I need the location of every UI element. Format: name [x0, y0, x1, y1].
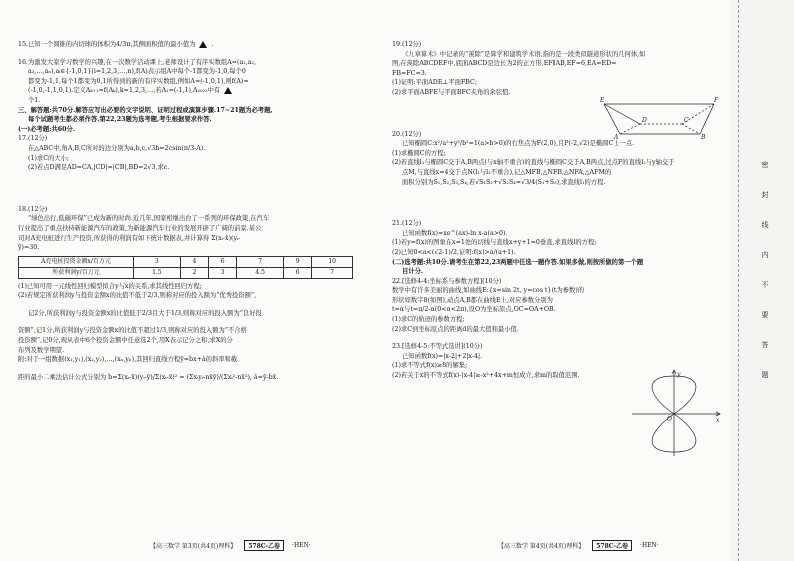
question-18-stem-4: ȳ)=30. — [18, 244, 40, 252]
section-3-header-2: 每个试题考生都必须作答.第22,23题为选考题,考生根据要求作答. — [28, 116, 212, 124]
table-row-label: 所获利润y/百万元 — [19, 267, 134, 278]
fig19-label-A: A — [614, 134, 619, 140]
question-22-part1: (1)求C的轨迹的参数方程; — [392, 316, 465, 324]
left-column — [18, 40, 373, 382]
question-21-title: 21.(12分) — [392, 220, 422, 228]
table-cell: 7 — [237, 256, 284, 267]
question-18-note-1: 附:对于一组数据(x₁,y₁),(x₂,y₂),…,(xₙ,yₙ),其回归直线方程ŷ=b̂x+â的斜率和截 — [18, 356, 238, 364]
fig22-label-y: y — [677, 371, 681, 378]
fig22-label-O: O — [667, 416, 672, 423]
question-17-stem: 在△ABC中,角A,B,C所对的边分别为a,b,c,√3b=2csin(π/3-A). — [28, 144, 206, 152]
question-21-part2: (2)已知0<a<(√2-1)/2,证明:f(x)>a/(a+1). — [392, 248, 516, 256]
question-20-title: 20.(12分) — [392, 130, 422, 138]
question-18-part2-5: 布列及数学期望. — [18, 346, 65, 354]
fig19-label-D: D — [642, 117, 647, 124]
question-23-stem: 已知函数f(x)=|x-2|+2|x-4|. — [402, 352, 483, 360]
question-16-line1: 16.为激发大家学习数学的兴趣,在一次数学活动课上,老师设计了有序实数组A=(a₁,a₂, — [18, 58, 257, 66]
question-22-stem-1: 数学中有许多美丽的曲线,如曲线E:{x=sin 2t, y=cos t}(t为参数)的 — [392, 287, 585, 295]
sealing-word: 封 — [761, 191, 769, 199]
sealing-word: 题 — [761, 371, 769, 379]
table-cell: 3 — [134, 256, 181, 267]
table-cell: 6 — [284, 267, 312, 278]
table-cell: 9 — [284, 256, 312, 267]
question-18-note-2: 距的最小二乘法估计公式分别为 b̂=Σ(xᵢ-x̄)(yᵢ-ȳ)/Σ(xᵢ-x̄)² = (Σxᵢyᵢ-nx̄ȳ)/(Σxᵢ²-nx̄²), â=ȳ-b̂x̄. — [18, 373, 279, 381]
question-17-part2: (2)若点D满足AD=CA,|CD|=|CB|,BD=2√3,求c. — [28, 164, 170, 172]
question-16-line2: a₃,…,aₙ),aᵢ∈{-1,0,1}(i=1,2,3,…,n),f(A)表示组A中每个-1都变为-1,0,每个0 — [28, 68, 246, 76]
question-19-stem-2: 图,在羡除ABCDEF中,底面ABCD是边长为2的正方形,EF∥AB,EF=6,EA=ED= — [392, 60, 617, 68]
question-18-part2-4: 投资额”,记0分,现从表中6个投资金额中任意选2个,用X表示记分之和,求X的分 — [18, 337, 233, 345]
question-20-stem: 已知椭圆C:x²/a²+y²/b²=1(a>b>0)的右焦点为F(2,0),且P(-2,√2)是椭圆C上一点. — [402, 140, 635, 148]
section-2-header-2: 目计分. — [402, 268, 424, 276]
fig19-label-B: B — [701, 134, 706, 140]
sealing-strip — [730, 0, 794, 561]
table-cell: 6 — [209, 256, 237, 267]
question-21-stem: 已知函数f(x)=xe^(ax)-ln x-a(a>0). — [402, 229, 508, 237]
table-cell: 10 — [312, 256, 353, 267]
fig19-label-E: E — [600, 97, 605, 104]
question-23-part2: (2)若关于x的不等式f(x)-|x-4|≥-x²+4x+m恒成立,求m的取值范围. — [392, 372, 580, 380]
question-19-title: 19.(12分) — [392, 41, 422, 48]
footer-region: ·HEN· — [292, 542, 311, 549]
question-20-part1: (1)求椭圆C的方程; — [392, 149, 446, 157]
question-18-part2-2: 记2分,所获利润y与投资金额x的比值低于2/3且大于1/3,则称对应的投入额为“良好投 — [28, 309, 262, 317]
question-22-title: 22.[选修4-4:坐标系与参数方程](10分) — [392, 277, 502, 285]
table-cell: 2 — [180, 267, 208, 278]
section-2-header-1: (二)选考题:共10分.请考生在第22,23两题中任选一题作答.如果多做,则按所做的第一个题 — [392, 258, 644, 266]
question-20-part2-1: (2)若直线l₁与椭圆C交于A,B两点(与x轴不重合)的直线与椭圆C交于A,B两点,过点F的直线l₂与y轴交于 — [392, 159, 675, 167]
question-19-stem-3: FB=FC=3. — [392, 69, 427, 77]
sealing-word: 密 — [761, 161, 769, 169]
footer-right — [498, 540, 659, 551]
figure-19-solid — [600, 92, 720, 140]
sealing-word: 不 — [761, 281, 769, 289]
question-21-part1: (1)若y=f(x)的图象在x=1处的切线与直线x+y+1=0垂直,求直线l的方程; — [392, 239, 597, 247]
table-cell: 1.5 — [134, 267, 181, 278]
table-cell: 3 — [209, 267, 237, 278]
question-22-stem-3: t=α与t=π/2-α(0<α<2π),设O为坐标原点,OC=OA+OB. — [392, 306, 556, 314]
sealing-word: 答 — [761, 341, 769, 349]
question-18-part1: (1)已知可用一元线性回归模型拟合y与x的关系,求其线性回归方程; — [18, 282, 202, 290]
question-22-stem-2: 形状如数字8(如图),动点A,B都在曲线E上,对应参数分别为 — [392, 296, 553, 304]
question-16-line5: 个1. — [28, 96, 41, 104]
sealing-word: 内 — [761, 251, 769, 259]
sealing-dashed-line — [738, 0, 739, 561]
answer-blank-icon — [224, 87, 232, 94]
table-cell: 4 — [180, 256, 208, 267]
footer-exam-code: 578C-乙卷 — [244, 540, 284, 551]
question-19-part1: (1)证明:平面ADE⊥平面FBC; — [392, 79, 477, 87]
question-15: 15.已知一个圆锥的内切球的体积为4/3π,其侧面积值的最小值为 . — [18, 41, 214, 48]
table-row-label: A充电桩投资金额x/百万元 — [19, 256, 134, 267]
section-3-header-1: 三、解答题:共70分.解答应写出必要的文字说明、证明过程或演算步骤.17~21题为必考题, — [18, 106, 273, 114]
question-17-title: 17.(12分) — [18, 135, 48, 143]
fig19-label-F: F — [714, 97, 719, 104]
question-20-part2-3: 面积分别为S₁,S₂,S₃,S₄,若√S₁S₃+√S₂S₄=√3/4(S₁+S₃),求直线l₁的方程. — [402, 178, 606, 186]
table-row — [19, 267, 353, 278]
question-19-stem-1: 《九章算术》中记录的“羡除”是算学和建筑学术语,指的是一段类似隧道形状的几何体,如 — [402, 50, 646, 58]
footer-page-info: 【高三数学 第4页(共4页)理科】 — [498, 543, 585, 550]
sealing-word: 要 — [761, 311, 769, 319]
question-16-line4: (-1,0,-1,1,0,1).定义Aₖ₊₁=f(Aₖ),k=1,2,3,…,若A₁=(-1,1),A₂₀₂₃中有 — [18, 86, 373, 96]
footer-region: ·HEN· — [640, 542, 659, 549]
table-row — [19, 256, 353, 267]
question-18-part2-1: (2)若规定所获利润y与投资金额x的比值不低于2/3,则称对应的投入额为“优秀投资额”, — [18, 292, 257, 300]
section-3a-header: (一)必考题:共60分. — [18, 125, 76, 133]
question-20-part2-2: 点M,与直线x=4交于点N(l₁与l₂不重合),记△MFB,△NFB,△NFA,△AFM的 — [402, 168, 612, 176]
fig19-label-C: C — [684, 117, 689, 124]
question-23-part1: (1)求不等式f(x)≥8的解集; — [392, 362, 468, 370]
question-17-part1: (1)求C的大小; — [28, 154, 70, 162]
figure-22-curve — [628, 368, 724, 458]
footer-left — [150, 540, 311, 551]
question-18-stem-3: 司对A充电桩进行生产投资,所获得的利润有如下统计数据表,并计算得 Σ(xᵢ-x̄)(yᵢ- — [18, 234, 241, 242]
footer-page-info: 【高三数学 第3页(共4页)理科】 — [150, 543, 237, 550]
fig22-label-x: x — [716, 417, 720, 424]
question-16-line3: 都变为-1,1,每个1都变为0,1所得到的新的有序实数组,例如A=(-1,0,1),则f(A)= — [28, 77, 249, 85]
question-18-stem-2: 行业提出了重点扶持新能源汽车的政策,为新能源汽车行业的发展开辟了广阔的前景.某公 — [18, 224, 262, 232]
question-18-stem-1: “绿色出行,低碳环保”已成为新的时尚.近几年,国家相继出台了一系列的环保政策,在汽车 — [28, 215, 270, 223]
footer-exam-code: 578C-乙卷 — [592, 540, 632, 551]
question-18-part2-3: 资额”,记1分,所获利润y与投资金额x的比值不超过1/3,则称对应的投入额为“不合格 — [18, 327, 247, 335]
investment-table — [18, 256, 353, 279]
table-cell: 7 — [312, 267, 353, 278]
question-18-title: 18.(12分) — [18, 205, 48, 213]
table-cell: 4.5 — [237, 267, 284, 278]
answer-blank-icon — [199, 41, 207, 48]
sealing-word: 线 — [761, 221, 769, 229]
question-19-part2: (2)求平面ABFE与平面BFC夹角的余弦值. — [392, 88, 511, 96]
question-22-part2: (2)求C到坐标原点的距离d的最大值和最小值. — [392, 325, 519, 333]
question-23-title: 23.[选修4-5:不等式选讲](10分) — [392, 343, 483, 351]
